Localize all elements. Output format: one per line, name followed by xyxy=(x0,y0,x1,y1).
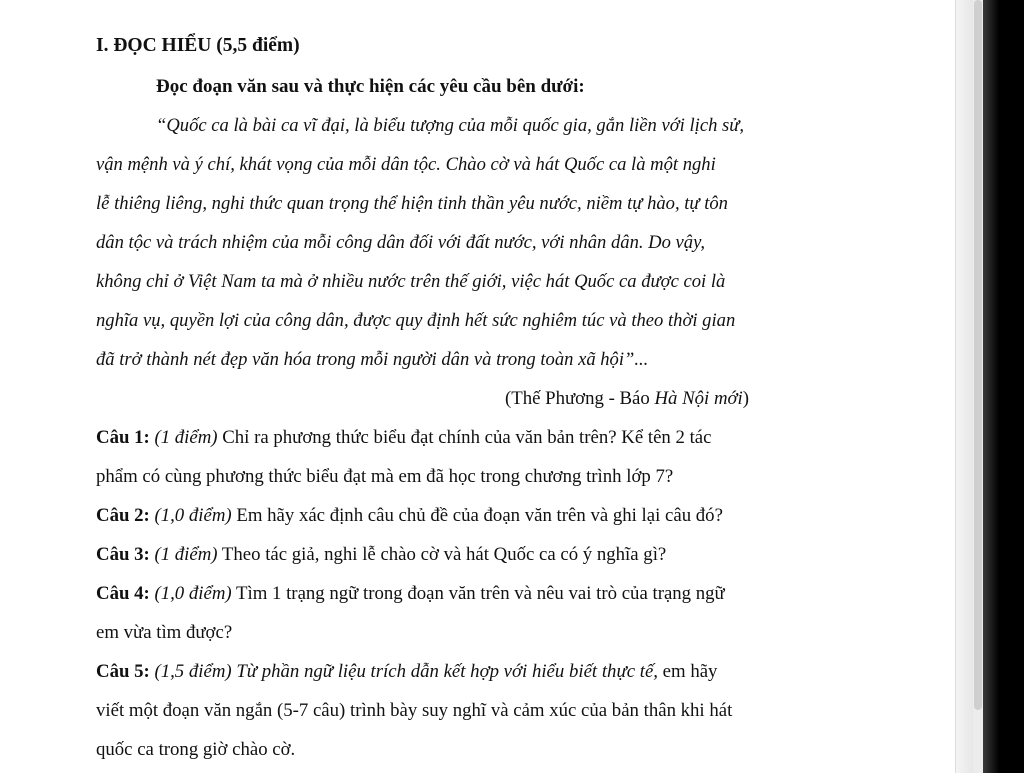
question-label: Câu 4: xyxy=(96,583,150,604)
source-close: ) xyxy=(742,388,750,409)
source-open: (Thế Phương - Báo xyxy=(505,388,655,409)
viewer-border xyxy=(983,0,1024,773)
question-text: Chỉ ra phương thức biểu đạt chính của văn bản trên? Kể tên 2 tác xyxy=(217,427,712,448)
instruction-text: Đọc đoạn văn sau và thực hiện các yêu cầu bên dưới: xyxy=(156,76,585,97)
passage-line: lễ thiêng liêng, nghi thức quan trọng thể hiện tinh thần yêu nước, niềm tự hào, tự tôn xyxy=(96,193,728,214)
question-4-continued: em vừa tìm được? xyxy=(96,622,233,643)
question-points: (1 điểm) xyxy=(154,544,218,565)
question-4 xyxy=(96,582,725,606)
question-5-continued: viết một đoạn văn ngắn (5-7 câu) trình bày suy nghĩ và cảm xúc của bản thân khi hát xyxy=(96,700,733,721)
question-points: (1,0 điểm) xyxy=(154,583,232,604)
question-5 xyxy=(96,660,717,684)
page-edge xyxy=(955,0,974,773)
question-label: Câu 3: xyxy=(96,544,150,565)
question-2 xyxy=(96,504,723,528)
question-5-continued: quốc ca trong giờ chào cờ. xyxy=(96,739,296,760)
passage-line: đã trở thành nét đẹp văn hóa trong mỗi người dân và trong toàn xã hội”... xyxy=(96,349,649,370)
passage-line: dân tộc và trách nhiệm của mỗi công dân đối với đất nước, với nhân dân. Do vậy, xyxy=(96,232,705,253)
question-points: (1,5 điểm) Từ phần ngữ liệu trích dẫn kết hợp với hiểu biết thực tế, xyxy=(154,661,658,682)
passage-line: vận mệnh và ý chí, khát vọng của mỗi dân tộc. Chào cờ và hát Quốc ca là một nghi xyxy=(96,154,716,175)
question-text: Theo tác giả, nghi lễ chào cờ và hát Quốc ca có ý nghĩa gì? xyxy=(217,544,667,565)
question-label: Câu 5: xyxy=(96,661,150,682)
question-label: Câu 1: xyxy=(96,427,150,448)
question-text: em hãy xyxy=(657,661,718,682)
question-1-continued: phẩm có cùng phương thức biểu đạt mà em đã học trong chương trình lớp 7? xyxy=(96,466,674,487)
question-3 xyxy=(96,543,666,567)
question-points: (1,0 điểm) xyxy=(154,505,232,526)
question-label: Câu 2: xyxy=(96,505,150,526)
question-text: Tìm 1 trạng ngữ trong đoạn văn trên và nêu vai trò của trạng ngữ xyxy=(231,583,725,604)
scrollbar-thumb[interactable] xyxy=(974,0,982,710)
passage-line: nghĩa vụ, quyền lợi của công dân, được quy định hết sức nghiêm túc và theo thời gian xyxy=(96,310,736,331)
question-points: (1 điểm) xyxy=(154,427,218,448)
source-publication: Hà Nội mới xyxy=(654,388,743,409)
passage-line: “Quốc ca là bài ca vĩ đại, là biểu tượng của mỗi quốc gia, gắn liền với lịch sử, xyxy=(156,115,745,136)
question-text: Em hãy xác định câu chủ đề của đoạn văn trên và ghi lại câu đó? xyxy=(231,505,723,526)
passage-line: không chỉ ở Việt Nam ta mà ở nhiều nước trên thế giới, việc hát Quốc ca được coi là xyxy=(96,271,726,292)
section-title: I. ĐỌC HIỂU (5,5 điểm) xyxy=(96,35,300,56)
question-1 xyxy=(96,426,711,450)
source-citation xyxy=(505,387,749,411)
